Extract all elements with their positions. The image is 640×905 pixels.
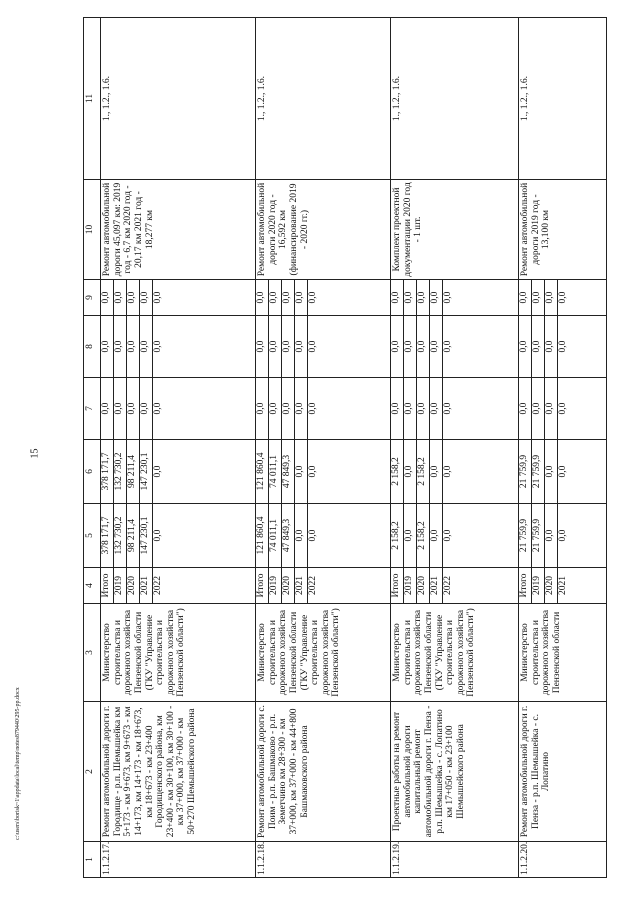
regional-budget-cell <box>391 440 519 504</box>
year-value: 2022 <box>153 576 163 595</box>
year-value: 2020 <box>282 568 295 603</box>
year-cell <box>519 568 607 604</box>
year-value: 2020 <box>545 568 558 603</box>
federal-budget-value: 0,0 <box>295 378 308 439</box>
rotated-table-wrapper <box>83 18 613 878</box>
regional-budget-value: 74 011,1 <box>269 440 282 503</box>
regional-budget-value: 0,0 <box>558 465 568 478</box>
local-budget-value: 0,0 <box>558 340 568 353</box>
regional-budget-value: 0,0 <box>430 440 443 503</box>
other-sources-value: 0,0 <box>519 280 532 315</box>
row-number: 1.1.2.18. <box>256 842 391 878</box>
year-value: 2019 <box>269 568 282 603</box>
year-cell <box>391 568 519 604</box>
total-funding-value: 98 211,4 <box>127 504 140 567</box>
federal-budget-value: 0,0 <box>404 378 417 439</box>
year-value: 2019 <box>114 568 127 603</box>
regional-budget-value: 0,0 <box>404 440 417 503</box>
total-funding-value: 147 230,1 <box>140 504 153 567</box>
regional-budget-value: 21 759,9 <box>532 440 545 503</box>
total-funding-value: 0,0 <box>295 504 308 567</box>
table-header-row <box>84 18 101 878</box>
other-sources-value: 0,0 <box>256 280 269 315</box>
other-sources-value: 0,0 <box>140 280 153 315</box>
local-budget-value: 0,0 <box>443 340 453 353</box>
regional-budget-value: 121 860,4 <box>256 440 269 503</box>
year-value: Итого <box>391 568 404 603</box>
local-budget-value: 0,0 <box>404 316 417 377</box>
other-sources-cell <box>101 280 256 316</box>
total-funding-value: 0,0 <box>308 529 318 542</box>
indicator-reference: 1., 1.2., 1.6. <box>101 18 256 180</box>
year-value: 2019 <box>532 568 545 603</box>
total-funding-value: 0,0 <box>558 529 568 542</box>
header-cell: 1 <box>84 842 101 878</box>
other-sources-value: 0,0 <box>295 280 308 315</box>
other-sources-cell <box>519 280 607 316</box>
total-funding-value: 21 759,9 <box>519 504 532 567</box>
other-sources-value: 0,0 <box>545 280 558 315</box>
federal-budget-cell <box>519 378 607 440</box>
regional-budget-value: 47 849,3 <box>282 440 295 503</box>
year-value: 2020 <box>417 568 430 603</box>
header-cell: 10 <box>84 180 101 280</box>
other-sources-value: 0,0 <box>417 280 430 315</box>
year-value: 2021 <box>430 568 443 603</box>
regional-budget-value: 0,0 <box>308 465 318 478</box>
federal-budget-value: 0,0 <box>391 378 404 439</box>
executor: Министерство строительства и дорожного хозяйства Пензенской области (ГКУ "Управление строительства и дорожного хозяйства Пензенской области") <box>256 604 391 702</box>
page-number: 15 <box>29 448 41 459</box>
other-sources-value: 0,0 <box>430 280 443 315</box>
header-cell: 3 <box>84 604 101 702</box>
federal-budget-value: 0,0 <box>269 378 282 439</box>
header-cell: 9 <box>84 280 101 316</box>
year-value: 2020 <box>127 568 140 603</box>
table-row <box>519 18 607 878</box>
local-budget-cell <box>256 316 391 378</box>
regional-budget-value: 0,0 <box>443 465 453 478</box>
local-budget-value: 0,0 <box>114 316 127 377</box>
regional-budget-value: 2 158,2 <box>391 440 404 503</box>
year-value: 2019 <box>404 568 417 603</box>
federal-budget-value: 0,0 <box>545 378 558 439</box>
total-funding-cell <box>256 504 391 568</box>
federal-budget-cell <box>391 378 519 440</box>
expected-result: Ремонт автомобильной дороги 2019 год - 13,100 км <box>519 180 607 280</box>
header-cell: 2 <box>84 702 101 842</box>
local-budget-value: 0,0 <box>256 316 269 377</box>
year-cell <box>101 568 256 604</box>
regional-budget-value: 147 230,1 <box>140 440 153 503</box>
federal-budget-value: 0,0 <box>127 378 140 439</box>
other-sources-value: 0,0 <box>404 280 417 315</box>
local-budget-cell <box>101 316 256 378</box>
year-value: 2021 <box>295 568 308 603</box>
other-sources-value: 0,0 <box>269 280 282 315</box>
federal-budget-value: 0,0 <box>282 378 295 439</box>
federal-budget-value: 0,0 <box>558 402 568 415</box>
federal-budget-value: 0,0 <box>417 378 430 439</box>
local-budget-cell <box>391 316 519 378</box>
expected-result: Ремонт автомобильной дороги 45,097 км: 2019 год - 6,7 км 2020 год - 20,17 км 2021 год - 18,277 км <box>101 180 256 280</box>
local-budget-value: 0,0 <box>391 316 404 377</box>
total-funding-value: 2 158,2 <box>417 504 430 567</box>
event-name: Ремонт автомобильной дороги с. Поим - р.п. Башмаково - р.п. Земетчино км 28+300 - км 37+000, км 37+000 - км 44+800 Башмаковского района <box>256 702 391 842</box>
regional-budget-cell <box>256 440 391 504</box>
header-cell: 11 <box>84 18 101 180</box>
total-funding-value: 47 849,3 <box>282 504 295 567</box>
regional-budget-value: 378 171,7 <box>101 440 114 503</box>
year-cell <box>256 568 391 604</box>
total-funding-cell <box>101 504 256 568</box>
table-row <box>391 18 519 878</box>
federal-budget-value: 0,0 <box>140 378 153 439</box>
other-sources-value: 0,0 <box>282 280 295 315</box>
year-value: 2022 <box>443 576 453 595</box>
other-sources-value: 0,0 <box>532 280 545 315</box>
year-value: 2021 <box>558 576 568 595</box>
local-budget-cell <box>519 316 607 378</box>
total-funding-cell <box>391 504 519 568</box>
expected-result: Комплект проектной документации 2020 год - 1 шт. <box>391 180 519 280</box>
other-sources-cell <box>256 280 391 316</box>
regional-budget-value: 132 730,2 <box>114 440 127 503</box>
total-funding-value: 2 158,2 <box>391 504 404 567</box>
local-budget-value: 0,0 <box>532 316 545 377</box>
other-sources-value: 0,0 <box>391 280 404 315</box>
local-budget-value: 0,0 <box>519 316 532 377</box>
executor: Министерство строительства и дорожного хозяйства Пензенской области (ГКУ "Управление строительства и дорожного хозяйства Пензенской области") <box>391 604 519 702</box>
total-funding-value: 132 730,2 <box>114 504 127 567</box>
other-sources-value: 0,0 <box>308 291 318 304</box>
header-cell: 4 <box>84 568 101 604</box>
regional-budget-value: 98 211,4 <box>127 440 140 503</box>
indicator-reference: 1., 1.2., 1.6. <box>391 18 519 180</box>
table-row <box>101 18 256 878</box>
federal-budget-value: 0,0 <box>443 402 453 415</box>
federal-budget-value: 0,0 <box>308 402 318 415</box>
regional-budget-value: 0,0 <box>153 465 163 478</box>
event-name: Ремонт автомобильной дороги г. Пенза - р.п. Шемышейка - с. Лопатино <box>519 702 607 842</box>
row-number: 1.1.2.17. <box>101 842 256 878</box>
federal-budget-cell <box>101 378 256 440</box>
header-cell: 5 <box>84 504 101 568</box>
local-budget-value: 0,0 <box>101 316 114 377</box>
other-sources-cell <box>391 280 519 316</box>
row-number: 1.1.2.19. <box>391 842 519 878</box>
local-budget-value: 0,0 <box>140 316 153 377</box>
local-budget-value: 0,0 <box>417 316 430 377</box>
local-budget-value: 0,0 <box>127 316 140 377</box>
regional-budget-value: 0,0 <box>295 440 308 503</box>
total-funding-value: 0,0 <box>430 504 443 567</box>
local-budget-value: 0,0 <box>269 316 282 377</box>
other-sources-value: 0,0 <box>153 291 163 304</box>
total-funding-value: 121 860,4 <box>256 504 269 567</box>
total-funding-value: 0,0 <box>153 529 163 542</box>
local-budget-value: 0,0 <box>545 316 558 377</box>
header-cell: 6 <box>84 440 101 504</box>
total-funding-value: 0,0 <box>443 529 453 542</box>
local-budget-value: 0,0 <box>282 316 295 377</box>
indicator-reference: 1., 1.2., 1.6. <box>519 18 607 180</box>
other-sources-value: 0,0 <box>127 280 140 315</box>
regional-budget-value: 0,0 <box>545 440 558 503</box>
other-sources-value: 0,0 <box>443 291 453 304</box>
regional-budget-value: 21 759,9 <box>519 440 532 503</box>
row-number: 1.1.2.20. <box>519 842 607 878</box>
local-budget-value: 0,0 <box>308 340 318 353</box>
header-cell: 8 <box>84 316 101 378</box>
regional-budget-value: 2 158,2 <box>417 440 430 503</box>
event-name: Ремонт автомобильной дороги г. Городище - р.п. Шемышейка км 5+173 - км 9+673, км 9+673 - км 14+173, км 14+173 - км 18+673, км 18+673 - км 23+400 Городищенского района, км 23+400 - км 30+100, км 30+100 - км 37+000, км 37+000 - км 50+270 Шемышейского района <box>101 702 256 842</box>
year-value: Итого <box>101 568 114 603</box>
federal-budget-cell <box>256 378 391 440</box>
other-sources-value: 0,0 <box>558 291 568 304</box>
federal-budget-value: 0,0 <box>532 378 545 439</box>
other-sources-value: 0,0 <box>101 280 114 315</box>
federal-budget-value: 0,0 <box>430 378 443 439</box>
federal-budget-value: 0,0 <box>153 402 163 415</box>
total-funding-value: 0,0 <box>404 504 417 567</box>
program-table <box>83 17 607 878</box>
year-value: Итого <box>519 568 532 603</box>
header-cell: 7 <box>84 378 101 440</box>
executor: Министерство строительства и дорожного хозяйства Пензенской области (ГКУ "Управление строительства и дорожного хозяйства Пензенской области") <box>101 604 256 702</box>
regional-budget-cell <box>519 440 607 504</box>
federal-budget-value: 0,0 <box>114 378 127 439</box>
total-funding-value: 21 759,9 <box>532 504 545 567</box>
year-value: 2021 <box>140 568 153 603</box>
other-sources-value: 0,0 <box>114 280 127 315</box>
year-value: Итого <box>256 568 269 603</box>
local-budget-value: 0,0 <box>295 316 308 377</box>
federal-budget-value: 0,0 <box>519 378 532 439</box>
executor: Министерство строительства и дорожного хозяйства Пензенской области <box>519 604 607 702</box>
local-budget-value: 0,0 <box>430 316 443 377</box>
total-funding-cell <box>519 504 607 568</box>
year-value: 2022 <box>308 576 318 595</box>
federal-budget-value: 0,0 <box>101 378 114 439</box>
total-funding-value: 0,0 <box>545 504 558 567</box>
total-funding-value: 74 011,1 <box>269 504 282 567</box>
event-name: Проектные работы на ремонт автомобильной дороги капитальный ремонт автомобильной дороги г. Пенза - р.п. Шемышейка - с. Лопатино км 17+050 - км 23+100 Шемышейского района <box>391 702 519 842</box>
table-row <box>256 18 391 878</box>
indicator-reference: 1., 1.2., 1.6. <box>256 18 391 180</box>
local-budget-value: 0,0 <box>153 340 163 353</box>
footer-file-path: c:\users\borisk~1\appdata\local\temp\notes879440\295-pp.docx <box>15 687 21 840</box>
total-funding-value: 378 171,7 <box>101 504 114 567</box>
expected-result: Ремонт автомобильной дороги 2020 год - 16,592 км (финансирование 2019 - 2020 гг.) <box>256 180 391 280</box>
regional-budget-cell <box>101 440 256 504</box>
federal-budget-value: 0,0 <box>256 378 269 439</box>
